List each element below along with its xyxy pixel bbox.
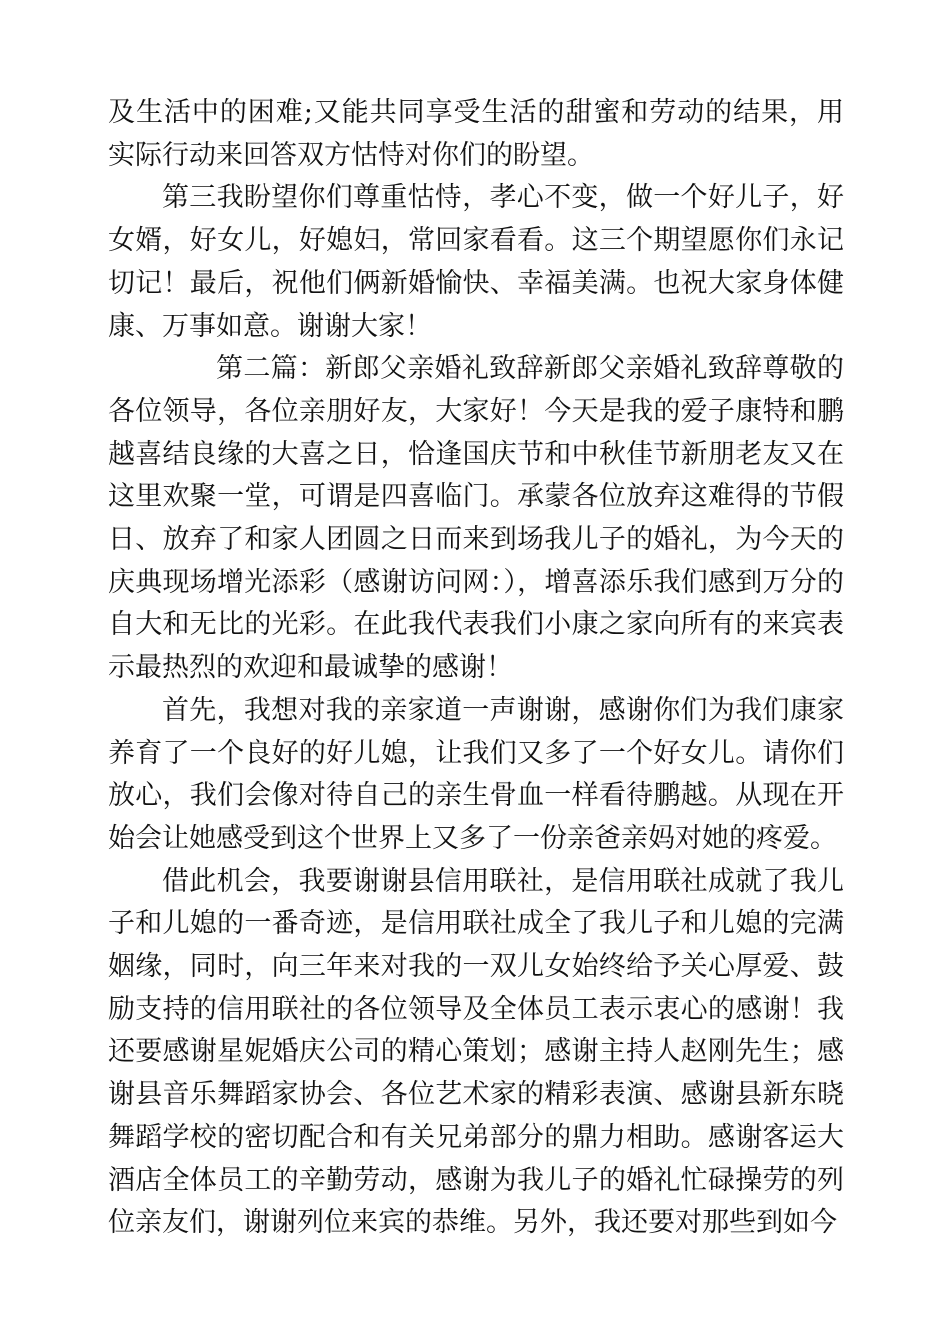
paragraph-third-wish: 第三我盼望你们尊重怙恃，孝心不变，做一个好儿子，好女婿，好女儿，好媳妇，常回家看看。这三个期望愿你们永记切记！最后，祝他们俩新婚愉快、幸福美满。也祝大家身体健康、万事如意。谢谢大家！ — [108, 182, 844, 342]
paragraph-second-article: 第二篇：新郎父亲婚礼致辞新郎父亲婚礼致辞尊敬的各位领导，各位亲朋好友，大家好！今天是我的爱子康特和鹏越喜结良缘的大喜之日，恰逢国庆节和中秋佳节新朋老友又在这里欢聚一堂，可谓是四喜临门。承蒙各位放弃这难得的节假日、放弃了和家人团圆之日而来到场我儿子的婚礼，为今天的庆典现场增光添彩（感谢访问网：），增喜添乐我们感到万分的自大和无比的光彩。在此我代表我们小康之家向所有的来宾表示最热烈的欢迎和最诚挚的感谢！ — [108, 353, 844, 684]
paragraph-thanks-in-laws: 首先，我想对我的亲家道一声谢谢，感谢你们为我们康家养育了一个良好的好儿媳，让我们又多了一个好女儿。请你们放心，我们会像对待自己的亲生骨血一样看待鹏越。从现在开始会让她感受到这个世界上又多了一份亲爸亲妈对她的疼爱。 — [108, 694, 844, 854]
paragraph-continuation: 及生活中的困难;又能共同享受生活的甜蜜和劳动的结果，用实际行动来回答双方怙恃对你们的盼望。 — [108, 97, 844, 171]
document-body — [108, 92, 844, 1245]
paragraph-thanks-guests: 借此机会，我要谢谢县信用联社，是信用联社成就了我儿子和儿媳的一番奇迹，是信用联社成全了我儿子和儿媳的完满姻缘，同时，向三年来对我的一双儿女始终给予关心厚爱、鼓励支持的信用联社的各位领导及全体员工表示衷心的感谢！我还要感谢星妮婚庆公司的精心策划；感谢主持人赵刚先生；感谢县音乐舞蹈家协会、各位艺术家的精彩表演、感谢县新东晓舞蹈学校的密切配合和有关兄弟部分的鼎力相助。感谢客运大酒店全体员工的辛勤劳动，感谢为我儿子的婚礼忙碌操劳的列位亲友们，谢谢列位来宾的恭维。另外，我还要对那些到如今 — [108, 865, 844, 1239]
